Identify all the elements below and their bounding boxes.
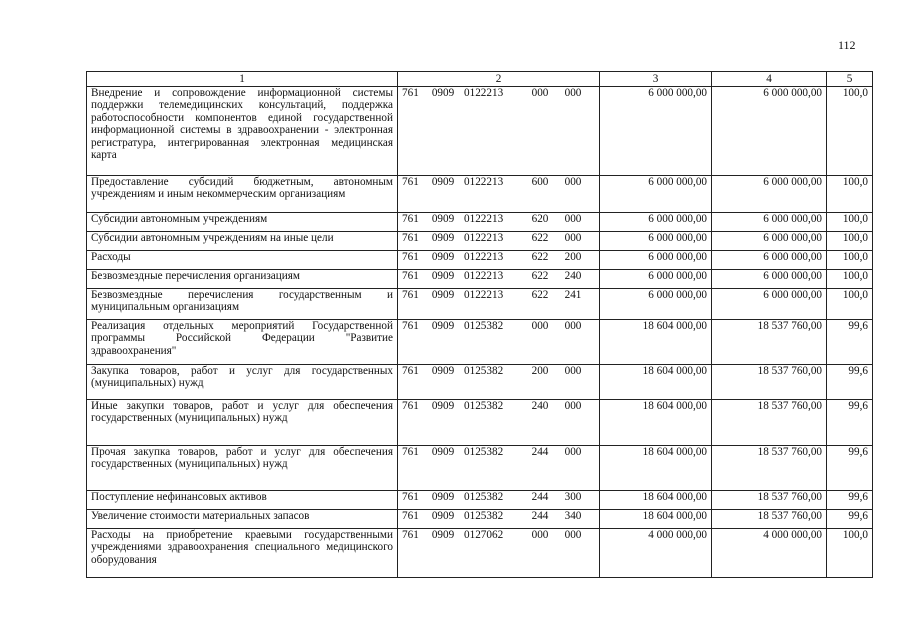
row-value-planned: 18 604 000,00 (600, 400, 712, 446)
code-section: 0909 (431, 213, 455, 225)
code-section: 0909 (431, 270, 455, 282)
code-kosgu: 000 (564, 529, 582, 541)
row-codes (398, 270, 600, 289)
code-target: 0127062 (464, 529, 504, 541)
code-expense-type: 622 (531, 289, 549, 301)
code-admin: 761 (402, 491, 419, 503)
code-target: 0122213 (464, 251, 504, 263)
code-target: 0122213 (464, 270, 504, 282)
code-target: 0122213 (464, 289, 504, 301)
row-percent: 100,0 (827, 529, 873, 578)
page-number: 112 (838, 38, 856, 52)
row-percent: 99,6 (827, 320, 873, 365)
code-expense-type: 622 (531, 270, 549, 282)
code-admin: 761 (402, 270, 419, 282)
code-expense-type: 244 (531, 491, 549, 503)
row-value-actual: 18 537 760,00 (712, 510, 827, 529)
row-value-actual: 6 000 000,00 (712, 176, 827, 213)
row-value-planned: 6 000 000,00 (600, 270, 712, 289)
table-row (87, 87, 873, 176)
table-row (87, 529, 873, 578)
code-target: 0122213 (464, 213, 504, 225)
row-codes (398, 213, 600, 232)
row-value-actual: 6 000 000,00 (712, 87, 827, 176)
code-target: 0125382 (464, 491, 504, 503)
code-kosgu: 200 (564, 251, 582, 263)
row-percent: 99,6 (827, 491, 873, 510)
row-codes (398, 491, 600, 510)
code-kosgu: 000 (564, 232, 582, 244)
row-value-actual: 18 537 760,00 (712, 320, 827, 365)
code-kosgu: 240 (564, 270, 582, 282)
code-kosgu: 000 (564, 176, 582, 188)
row-value-actual: 18 537 760,00 (712, 400, 827, 446)
code-section: 0909 (431, 365, 455, 377)
code-admin: 761 (402, 365, 419, 377)
code-section: 0909 (431, 529, 455, 541)
row-value-planned: 6 000 000,00 (600, 176, 712, 213)
row-codes (398, 176, 600, 213)
code-expense-type: 000 (531, 320, 549, 332)
code-section: 0909 (431, 510, 455, 522)
code-section: 0909 (431, 176, 455, 188)
row-percent: 99,6 (827, 446, 873, 491)
row-percent: 100,0 (827, 213, 873, 232)
row-percent: 100,0 (827, 289, 873, 320)
code-admin: 761 (402, 446, 419, 458)
code-expense-type: 244 (531, 446, 549, 458)
header-col-5: 5 (827, 72, 873, 87)
row-value-actual: 6 000 000,00 (712, 232, 827, 251)
code-expense-type: 622 (531, 251, 549, 263)
code-section: 0909 (431, 87, 455, 99)
row-description: Субсидии автономным учреждениям на иные цели (87, 232, 398, 251)
header-col-4: 4 (712, 72, 827, 87)
row-value-planned: 18 604 000,00 (600, 365, 712, 400)
code-kosgu: 000 (564, 87, 582, 99)
row-value-planned: 6 000 000,00 (600, 232, 712, 251)
row-description: Реализация отдельных мероприятий Государственной программы Российской Федерации "Развитие здравоохранения" (87, 320, 398, 365)
table-row (87, 491, 873, 510)
row-percent: 100,0 (827, 270, 873, 289)
row-description: Закупка товаров, работ и услуг для государственных (муниципальных) нужд (87, 365, 398, 400)
table-row (87, 176, 873, 213)
code-expense-type: 620 (531, 213, 549, 225)
code-kosgu: 000 (564, 365, 582, 377)
code-kosgu: 000 (564, 320, 582, 332)
row-value-actual: 6 000 000,00 (712, 213, 827, 232)
header-col-2: 2 (398, 72, 600, 87)
code-kosgu: 241 (564, 289, 582, 301)
code-admin: 761 (402, 289, 419, 301)
row-percent: 100,0 (827, 251, 873, 270)
row-value-planned: 18 604 000,00 (600, 446, 712, 491)
row-value-planned: 18 604 000,00 (600, 491, 712, 510)
row-value-planned: 4 000 000,00 (600, 529, 712, 578)
code-expense-type: 622 (531, 232, 549, 244)
row-description: Безвозмездные перечисления организациям (87, 270, 398, 289)
code-admin: 761 (402, 213, 419, 225)
row-percent: 100,0 (827, 232, 873, 251)
row-percent: 100,0 (827, 176, 873, 213)
table-row (87, 213, 873, 232)
header-col-1: 1 (87, 72, 398, 87)
code-expense-type: 240 (531, 400, 549, 412)
row-codes (398, 365, 600, 400)
row-value-actual: 6 000 000,00 (712, 251, 827, 270)
row-percent: 100,0 (827, 87, 873, 176)
code-target: 0125382 (464, 510, 504, 522)
row-value-actual: 18 537 760,00 (712, 491, 827, 510)
row-value-planned: 6 000 000,00 (600, 213, 712, 232)
code-admin: 761 (402, 510, 419, 522)
row-percent: 99,6 (827, 365, 873, 400)
row-description: Безвозмездные перечисления государственным и муниципальным организациям (87, 289, 398, 320)
table-body (87, 87, 873, 578)
code-admin: 761 (402, 176, 419, 188)
code-expense-type: 000 (531, 529, 549, 541)
row-codes (398, 232, 600, 251)
code-admin: 761 (402, 400, 419, 412)
row-value-planned: 6 000 000,00 (600, 87, 712, 176)
code-kosgu: 000 (564, 446, 582, 458)
table-row (87, 251, 873, 270)
row-description: Предоставление субсидий бюджетным, автономным учреждениям и иным некоммерческим организациям (87, 176, 398, 213)
code-kosgu: 000 (564, 400, 582, 412)
row-value-planned: 18 604 000,00 (600, 510, 712, 529)
row-value-planned: 6 000 000,00 (600, 251, 712, 270)
code-expense-type: 600 (531, 176, 549, 188)
code-expense-type: 200 (531, 365, 549, 377)
row-value-actual: 18 537 760,00 (712, 365, 827, 400)
row-value-actual: 18 537 760,00 (712, 446, 827, 491)
row-description: Расходы на приобретение краевыми государственными учреждениями здравоохранения специального медицинского оборудования (87, 529, 398, 578)
code-target: 0122213 (464, 232, 504, 244)
row-codes (398, 400, 600, 446)
code-section: 0909 (431, 446, 455, 458)
code-admin: 761 (402, 529, 419, 541)
code-target: 0122213 (464, 176, 504, 188)
table-row (87, 446, 873, 491)
budget-table (86, 71, 873, 578)
row-codes (398, 529, 600, 578)
row-percent: 99,6 (827, 510, 873, 529)
code-section: 0909 (431, 232, 455, 244)
row-description: Расходы (87, 251, 398, 270)
table-header-row (87, 72, 873, 87)
code-section: 0909 (431, 491, 455, 503)
row-codes (398, 320, 600, 365)
row-codes (398, 289, 600, 320)
row-description: Внедрение и сопровождение информационной системы поддержки телемедицинских консультаций, поддержка работоспособности компонентов единой государственной информационной системы в здравоохранении - электронная регистратура, интегрированная электронная медицинская карта (87, 87, 398, 176)
code-kosgu: 000 (564, 213, 582, 225)
code-expense-type: 000 (531, 87, 549, 99)
row-codes (398, 510, 600, 529)
row-value-actual: 6 000 000,00 (712, 270, 827, 289)
table-row (87, 270, 873, 289)
code-section: 0909 (431, 251, 455, 263)
code-target: 0125382 (464, 365, 504, 377)
code-kosgu: 340 (564, 510, 582, 522)
code-section: 0909 (431, 289, 455, 301)
code-admin: 761 (402, 232, 419, 244)
table-row (87, 232, 873, 251)
row-codes (398, 446, 600, 491)
row-description: Субсидии автономным учреждениям (87, 213, 398, 232)
code-expense-type: 244 (531, 510, 549, 522)
code-target: 0125382 (464, 400, 504, 412)
row-percent: 99,6 (827, 400, 873, 446)
code-kosgu: 300 (564, 491, 582, 503)
header-col-3: 3 (600, 72, 712, 87)
row-description: Увеличение стоимости материальных запасов (87, 510, 398, 529)
row-value-planned: 18 604 000,00 (600, 320, 712, 365)
table-row (87, 365, 873, 400)
table-row (87, 400, 873, 446)
table-row (87, 320, 873, 365)
row-codes (398, 87, 600, 176)
row-codes (398, 251, 600, 270)
row-value-planned: 6 000 000,00 (600, 289, 712, 320)
table-row (87, 510, 873, 529)
code-admin: 761 (402, 320, 419, 332)
code-target: 0122213 (464, 87, 504, 99)
row-description: Поступление нефинансовых активов (87, 491, 398, 510)
row-value-actual: 4 000 000,00 (712, 529, 827, 578)
code-target: 0125382 (464, 446, 504, 458)
row-value-actual: 6 000 000,00 (712, 289, 827, 320)
code-admin: 761 (402, 251, 419, 263)
code-admin: 761 (402, 87, 419, 99)
row-description: Прочая закупка товаров, работ и услуг для обеспечения государственных (муниципальных) нужд (87, 446, 398, 491)
code-target: 0125382 (464, 320, 504, 332)
row-description: Иные закупки товаров, работ и услуг для обеспечения государственных (муниципальных) нужд (87, 400, 398, 446)
code-section: 0909 (431, 320, 455, 332)
code-section: 0909 (431, 400, 455, 412)
table-row (87, 289, 873, 320)
